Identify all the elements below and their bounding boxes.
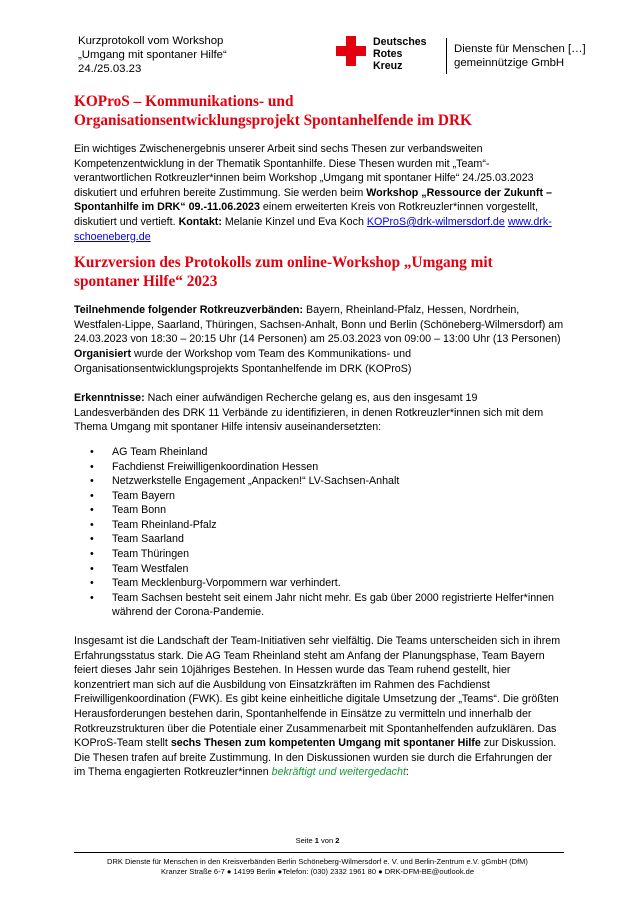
list-item-text: Team Mecklenburg-Vorpommern war verhindert. xyxy=(112,577,341,590)
list-item xyxy=(90,532,564,547)
text-run: zur Diskussion. Die Thesen trafen auf breite Zustimmung. In den Diskussionen wurden sie durch die Erfahrungen der im Thema engagierten Rotkreuzler*innen xyxy=(74,737,557,779)
list-item xyxy=(90,474,564,489)
text-run: wurde der Workshop vom Team des Kommunikations- und Organisationsentwicklungsprojekts Spontanhelfende im DRK (KOProS) xyxy=(74,347,412,375)
header-organization xyxy=(454,42,586,70)
list-item-text: Fachdienst Freiwilligenkoordination Hessen xyxy=(112,460,319,473)
list-item xyxy=(90,518,564,533)
page-total: 2 xyxy=(335,836,340,845)
list-item-text: Team Rheinland-Pfalz xyxy=(112,518,217,531)
header-title-line: Kurzprotokoll vom Workshop xyxy=(78,35,224,47)
footer-divider xyxy=(74,852,564,853)
email-link[interactable]: KOProS@drk-wilmersdorf.de xyxy=(366,215,505,228)
bullet-icon: • xyxy=(90,533,94,546)
list-item-text: Team Bonn xyxy=(112,504,167,517)
list-item xyxy=(90,547,564,562)
list-item xyxy=(90,576,564,591)
page-header xyxy=(0,0,635,90)
list-item xyxy=(90,591,564,620)
section-heading-koPros xyxy=(74,92,564,130)
bullet-icon: • xyxy=(90,445,94,458)
page-label: von xyxy=(318,836,336,845)
list-item xyxy=(90,460,564,475)
list-item-text: AG Team Rheinland xyxy=(112,445,208,458)
bullet-icon: • xyxy=(90,562,94,575)
green-italic-text: bekräftigt und weitergedacht xyxy=(271,766,406,779)
list-item-text: Team Saarland xyxy=(112,533,184,546)
contact-label: Kontakt: xyxy=(178,215,222,228)
findings-paragraph xyxy=(74,391,564,435)
list-item xyxy=(90,445,564,460)
logo-word: Deutsches xyxy=(373,36,427,48)
footer-address xyxy=(0,857,635,877)
organized-label: Organisiert xyxy=(74,347,132,360)
bullet-icon: • xyxy=(90,591,94,604)
text-run: einem erweiterten Kreis von Rotkreuzler*innen vorgestellt, diskutiert und vertieft. xyxy=(74,201,538,228)
header-divider xyxy=(446,38,447,74)
list-item-text: Team Bayern xyxy=(112,489,175,502)
footer-line-contact: Kranzer Straße 6-7 ● 14199 Berlin ●Telefon: (030) 2332 1961 80 ● DRK-DFM-BE@outlook.de xyxy=(160,867,475,876)
heading-line: Organisationsentwicklungsprojekt Spontanhelfende im DRK xyxy=(74,112,472,129)
organization-line: gemeinnützige GmbH xyxy=(454,57,565,69)
logo-word: Kreuz xyxy=(373,60,403,72)
section-heading-protocol xyxy=(74,253,564,291)
heading-line: Kurzversion des Protokolls zum online-Workshop „Umgang mit xyxy=(74,254,493,272)
bullet-icon: • xyxy=(90,504,94,517)
page-current: 1 xyxy=(314,836,319,845)
heading-line: KOProS – Kommunikations- und xyxy=(74,93,294,110)
list-item xyxy=(90,503,564,518)
text-run: Insgesamt ist die Landschaft der Team-Initiativen sehr vielfältig. Die Teams unterscheiden sich in ihrem Erfahrungsstatus stark. Die AG Team Rheinland steht am Anfang der Planungsphase, Team Bayern feiert dieses Jahr sein 10jähriges Bestehen. In Hessen wurde das Team ruhend gestellt, hier konzentriert man sich auf die Ausbildung von Einsatzkräften im Rahmen des Fachdienst Freiwilligenkoordination (FWK). Es gibt keine einheitliche digitale Umsetzung der „Teams“. Die größten Herausforderungen bestehen darin, Spontanhelfende in Einsätze zu vermitteln und innerhalb der Rotkreuzstrukturen über die Potentiale einer Zusammenarbeit mit Spontanhelfenden aufzuklären. Das KOProS-Team stellt xyxy=(74,635,561,750)
document-body xyxy=(74,92,564,780)
bullet-icon: • xyxy=(90,548,94,561)
header-title-line: 24./25.03.23 xyxy=(78,63,142,75)
bullet-icon: • xyxy=(90,518,94,531)
list-item xyxy=(90,489,564,504)
text-run: : xyxy=(405,766,409,779)
header-document-title xyxy=(78,34,227,76)
website-link[interactable]: www.drk-schoeneberg.de xyxy=(74,215,552,243)
red-cross-logo-icon xyxy=(336,36,366,66)
bullet-icon: • xyxy=(90,577,94,590)
footer-line-organization: DRK Dienste für Menschen in den Kreisverbänden Berlin Schöneberg-Wilmersdorf e. V. und Berlin-Zentrum e.V. gGmbH (DfM) xyxy=(107,857,528,866)
text-run: Ein wichtiges Zwischenergebnis unserer Arbeit sind sechs Thesen zur verbandsweiten Kompetenzentwicklung in der Thematik Spontanhilfe. Diese Thesen wurden mit „Team“-verantwortlichen Rotkreuzler*innen beim Workshop „Umgang mit spontaner Hilfe“ 24./25.03.2023 diskutiert und erfuhren bereite Zustimmung. Sie werden beim xyxy=(74,143,534,199)
team-list xyxy=(74,445,564,620)
page-label: Seite xyxy=(295,836,315,845)
participants-paragraph xyxy=(74,303,564,376)
summary-paragraph xyxy=(74,634,564,780)
bullet-icon: • xyxy=(90,489,94,502)
theses-bold: sechs Thesen zum kompetenten Umgang mit spontaner Hilfe xyxy=(170,737,481,750)
organization-line: Dienste für Menschen […] xyxy=(454,43,586,55)
text-run: Bayern, Rheinland-Pfalz, Hessen, Nordrhein, Westfalen-Lippe, Saarland, Thüringen, Sachsen-Anhalt, Bonn und Berlin (Schöneberg-Wilmersdorf) am 24.03.2023 von 18:30 – 20:15 Uhr (14 Personen) am 25.03.2023 von 09:00 – 13:00 Uhr (13 Personen) xyxy=(74,304,564,346)
list-item-text: Team Sachsen besteht seit einem Jahr nicht mehr. Es gab über 2000 registrierte Helfer*innen während der Corona-Pandemie. xyxy=(112,591,554,619)
page-number xyxy=(0,836,635,845)
list-item xyxy=(90,562,564,577)
bullet-icon: • xyxy=(90,460,94,473)
header-title-line: „Umgang mit spontaner Hilfe“ xyxy=(78,49,227,61)
bullet-icon: • xyxy=(90,475,94,488)
list-item-text: Team Westfalen xyxy=(112,562,189,575)
contact-names: Melanie Kinzel und Eva Koch xyxy=(221,215,367,228)
intro-paragraph xyxy=(74,142,564,244)
text-run: Nach einer aufwändigen Recherche gelang es, aus den insgesamt 19 Landesverbänden des DRK 11 Verbände zu identifizieren, in denen Rotkreuzler*innen sich mit dem Thema Umgang mit spontaner Hilfe intensiv auseinandersetzten: xyxy=(74,392,544,434)
list-item-text: Netzwerkstelle Engagement „Anpacken!“ LV-Sachsen-Anhalt xyxy=(112,475,400,488)
heading-line: spontaner Hilfe“ 2023 xyxy=(74,273,218,291)
list-item-text: Team Thüringen xyxy=(112,548,190,561)
participants-label: Teilnehmende folgender Rotkreuzverbänden: xyxy=(74,304,304,317)
findings-label: Erkenntnisse: xyxy=(74,392,145,405)
workshop-title-bold: Workshop „Ressource der Zukunft – Spontanhilfe im DRK“ 09.-11.06.2023 xyxy=(74,186,552,214)
logo-word: Rotes xyxy=(373,48,403,60)
drk-logo-wordmark xyxy=(373,36,427,72)
